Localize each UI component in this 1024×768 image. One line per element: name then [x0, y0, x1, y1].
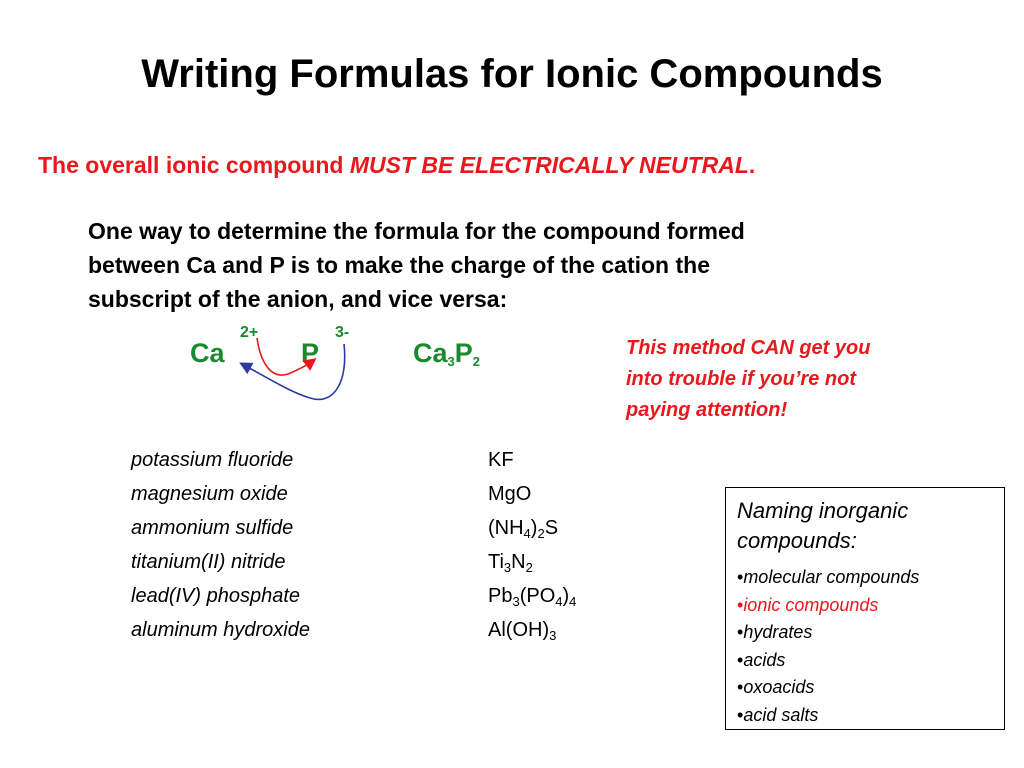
compound-formula: MgO: [488, 483, 532, 505]
result-element-2: P: [454, 338, 473, 368]
example-row: [0, 585, 700, 619]
neutrality-prefix: The overall ionic compound: [38, 152, 350, 178]
naming-list-item: •molecular compounds: [737, 567, 920, 587]
cation-symbol: Ca: [190, 338, 225, 368]
example-row: [0, 517, 700, 551]
compound-formula: $Ti_3N_2$: [488, 551, 533, 575]
compound-formula: KF: [488, 449, 514, 471]
naming-box-list: [737, 564, 919, 729]
naming-box: [725, 487, 1005, 730]
intro-paragraph: [88, 214, 928, 316]
compound-formula: $Al(OH)_3$: [488, 619, 557, 643]
example-row: [0, 619, 700, 653]
naming-box-title: [737, 496, 908, 556]
red-crossing-arrow: [257, 338, 314, 375]
result-element-1: Ca: [413, 338, 448, 368]
compound-name: lead(IV) phosphate: [131, 585, 301, 607]
naming-list-item: •oxoacids: [737, 677, 815, 697]
neutrality-statement: [38, 152, 755, 179]
intro-line: between Ca and P is to make the charge of the cation the: [88, 252, 710, 278]
naming-list-item: •hydrates: [737, 622, 813, 642]
compound-name: magnesium oxide: [131, 483, 288, 505]
neutrality-emphasis: MUST BE ELECTRICALLY NEUTRAL: [349, 152, 749, 178]
neutrality-suffix: .: [748, 152, 756, 178]
naming-box-title-line: Naming inorganic: [737, 498, 909, 523]
compound-formula: $Pb_3(PO_4)_4$: [488, 585, 577, 609]
crisscross-arrows: [230, 330, 360, 410]
example-row: [0, 551, 700, 585]
example-row: [0, 483, 700, 517]
slide-title: Writing Formulas for Ionic Compounds: [141, 52, 883, 96]
compound-name: titanium(II) nitride: [131, 551, 286, 573]
anion-symbol: P: [301, 338, 320, 368]
anion-charge: 3-: [335, 324, 350, 341]
warning-line: This method CAN get you: [626, 337, 871, 359]
intro-line: subscript of the anion, and vice versa:: [88, 286, 508, 312]
cation-charge: 2+: [240, 324, 259, 341]
warning-line: into trouble if you’re not: [626, 368, 856, 390]
result-subscript-1: 3: [447, 354, 455, 369]
compound-name: ammonium sulfide: [131, 517, 294, 539]
intro-line: One way to determine the formula for the compound formed: [88, 218, 745, 244]
example-row: [0, 449, 700, 483]
naming-list-item: •acid salts: [737, 704, 819, 725]
compound-formula: $(NH_4)_2S$: [488, 517, 559, 541]
warning-note: [626, 333, 870, 426]
naming-list-item: •ionic compounds: [737, 594, 879, 615]
result-formula: [413, 338, 480, 369]
naming-list-item: •acids: [737, 649, 786, 670]
compound-name: potassium fluoride: [131, 449, 294, 471]
compound-name: aluminum hydroxide: [131, 619, 310, 641]
naming-box-title-line: compounds:: [737, 528, 857, 553]
result-subscript-2: 2: [472, 354, 480, 369]
warning-line: paying attention!: [626, 399, 788, 421]
